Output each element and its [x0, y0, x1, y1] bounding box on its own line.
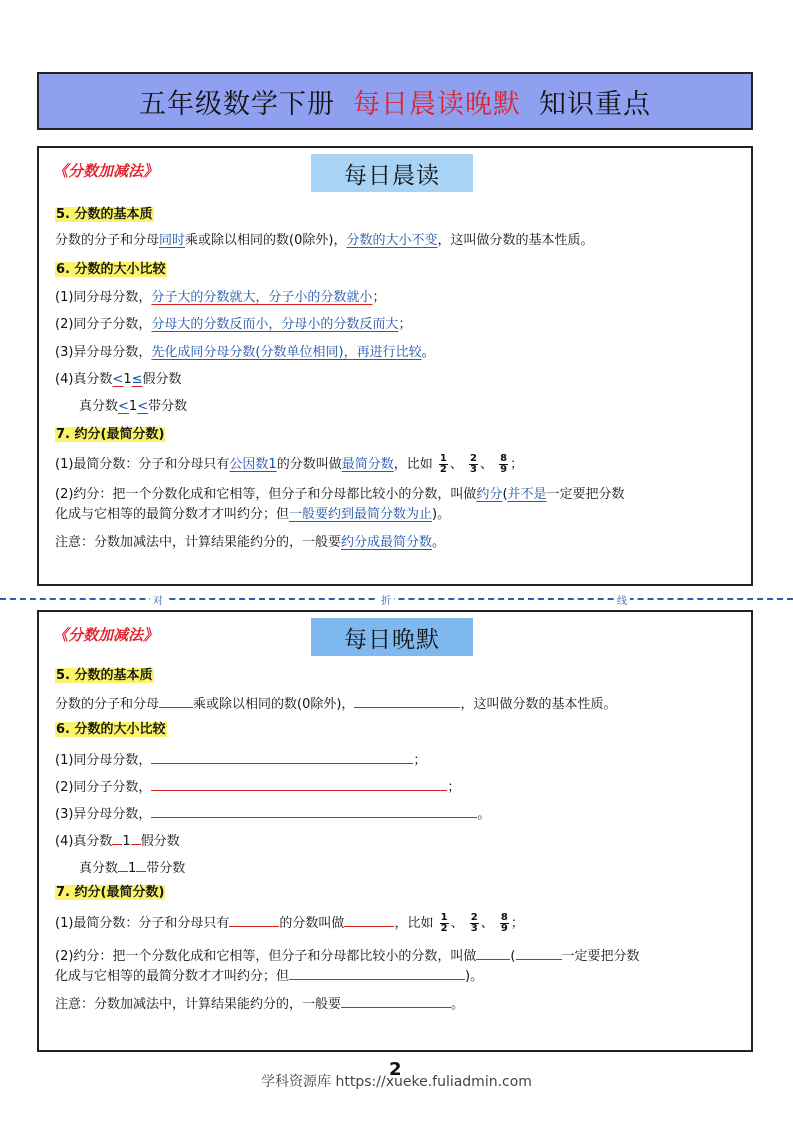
footer-watermark: 学科资源库 https://xueke.fuliadmin.com — [261, 1074, 532, 1090]
text-line: (2)约分：把一个分数化成和它相等，但分子和分母都比较小的分数，叫做约分(并不是一定要把分数 — [55, 487, 625, 502]
text-line: 分数的分子和分母 乘或除以相同的数(0除外)， ，这叫做分数的基本性质。 — [55, 693, 616, 714]
section-heading: 7. 约分(最简分数) — [56, 427, 165, 442]
topic-tag: 《分数加减法》 — [53, 162, 159, 180]
answer-blank[interactable] — [476, 945, 510, 960]
fraction: $\frac{2}{3}$ — [470, 912, 478, 934]
text-line: (4)真分数 1 假分数 — [55, 830, 180, 851]
answer-blank[interactable] — [151, 776, 447, 791]
section-heading: 6. 分数的大小比较 — [56, 262, 166, 277]
answer-blank[interactable] — [112, 830, 122, 845]
answer-blank[interactable] — [341, 993, 451, 1008]
answer-blank[interactable] — [151, 803, 477, 818]
text-line: (1)同分母分数， ； — [55, 749, 426, 770]
answer-blank[interactable] — [289, 965, 465, 980]
fraction: $\frac{8}{9}$ — [500, 912, 508, 934]
topic-tag: 《分数加减法》 — [53, 626, 159, 644]
text-line: 真分数 1 带分数 — [79, 857, 185, 878]
fraction: $\frac{8}{9}$ — [500, 453, 508, 475]
header-subject: 知识重点 — [539, 88, 651, 120]
fold-label: 折 — [378, 592, 394, 607]
answer-blank[interactable] — [229, 912, 279, 927]
text-line: (3)异分母分数，先化成同分母分数(分数单位相同)，再进行比较。 — [55, 345, 435, 360]
answer-blank[interactable] — [151, 749, 413, 764]
fraction: $\frac{2}{3}$ — [470, 453, 477, 475]
text-line: 分数的分子和分母同时乘或除以相同的数(0除外)，分数的大小不变，这叫做分数的基本性质。 — [55, 233, 594, 248]
header-grade: 五年级数学下册 — [139, 88, 335, 120]
text-line: (1)最简分数：分子和分母只有 的分数叫做 ，比如 $\frac{1}{2}$ 、 $\frac{2}{3}$ 、 $\frac{8}{9}$ ； — [55, 912, 524, 934]
answer-blank[interactable] — [159, 693, 193, 708]
answer-blank[interactable] — [131, 830, 141, 845]
note-line: 注意：分数加减法中，计算结果能约分的，一般要约分成最简分数。 — [55, 535, 446, 550]
header-highlight: 每日晨读晚默 — [353, 88, 521, 120]
page-number: 2 — [389, 1059, 402, 1080]
fold-line — [0, 598, 793, 600]
morning-panel — [37, 146, 753, 586]
section-heading: 7. 约分(最简分数) — [56, 885, 165, 900]
fold-label: 线 — [614, 592, 630, 607]
evening-panel — [37, 610, 753, 1052]
answer-blank[interactable] — [354, 693, 460, 708]
note-line: 注意：分数加减法中，计算结果能约分的，一般要 。 — [55, 993, 464, 1014]
text-line: (2)约分：把一个分数化成和它相等，但分子和分母都比较小的分数，叫做 ( 一定要把分数 — [55, 945, 640, 966]
section-heading: 5. 分数的基本质 — [56, 207, 153, 222]
answer-blank[interactable] — [136, 857, 146, 872]
text-line: 化成与它相等的最简分数才才叫约分；但一般要约到最简分数为止)。 — [55, 507, 451, 522]
answer-blank[interactable] — [344, 912, 394, 927]
text-line: (2)同分子分数， ； — [55, 776, 460, 797]
text-line: 化成与它相等的最简分数才才叫约分；但 )。 — [55, 965, 483, 986]
text-line: (3)异分母分数， 。 — [55, 803, 490, 824]
text-line: (1)最简分数：分子和分母只有公因数1的分数叫做最简分数，比如 $\frac{1}{2}$ 、 $\frac{2}{3}$ 、 $\frac{8}{9}$ ； — [55, 453, 524, 475]
fold-label: 对 — [150, 592, 166, 607]
panel-title: 每日晚默 — [311, 618, 473, 656]
answer-blank[interactable] — [516, 945, 562, 960]
panel-title: 每日晨读 — [311, 154, 473, 192]
section-heading: 6. 分数的大小比较 — [56, 722, 166, 737]
text-line: 真分数<1<带分数 — [79, 399, 188, 414]
fraction: $\frac{1}{2}$ — [439, 453, 447, 475]
answer-blank[interactable] — [118, 857, 128, 872]
fraction: $\frac{1}{2}$ — [440, 912, 448, 934]
text-line: (2)同分子分数，分母大的分数反而小，分母小的分数反而大； — [55, 317, 412, 332]
page-header — [37, 72, 753, 130]
text-line: (4)真分数<1≤假分数 — [55, 372, 182, 387]
section-heading: 5. 分数的基本质 — [56, 668, 153, 683]
text-line: (1)同分母分数，分子大的分数就大，分子小的分数就小； — [55, 290, 386, 305]
